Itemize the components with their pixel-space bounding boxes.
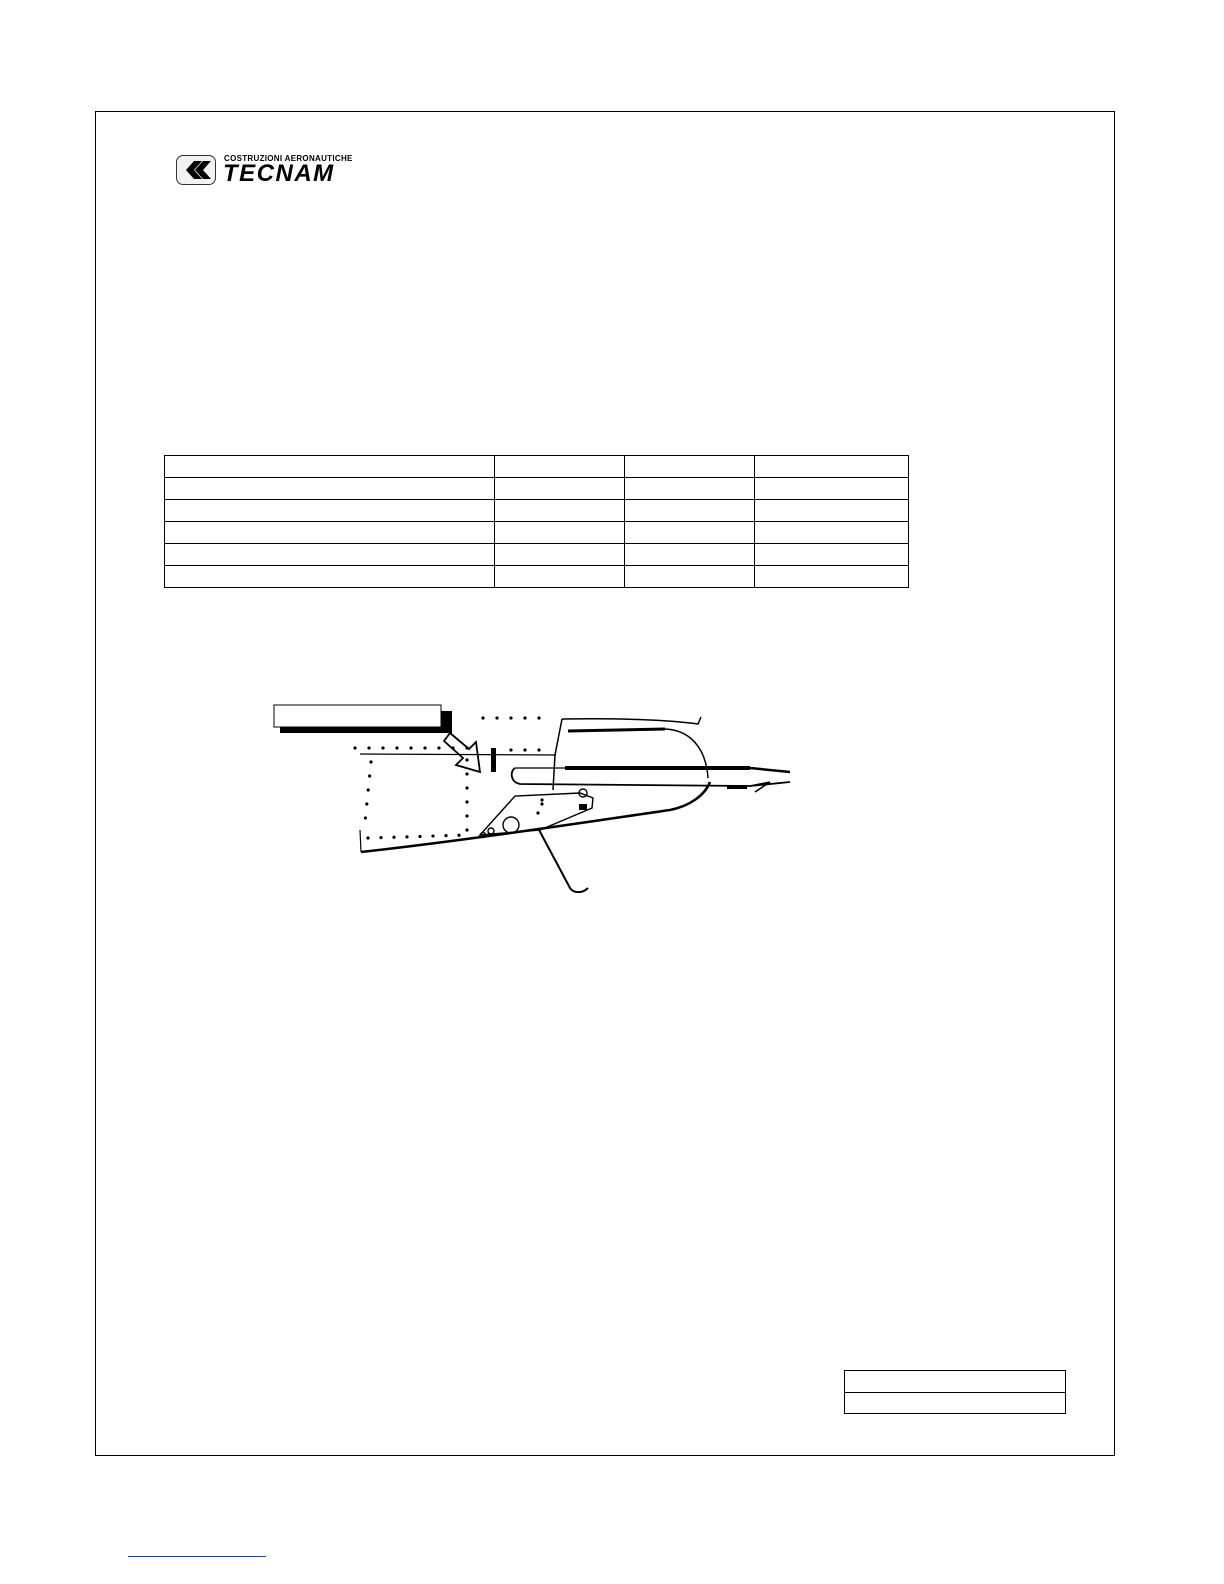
rivet	[495, 716, 498, 719]
table-cell	[165, 500, 495, 522]
rivet	[509, 748, 512, 751]
table-row	[165, 544, 909, 566]
tecnam-logo	[176, 152, 353, 188]
table-cell	[495, 522, 625, 544]
rivet	[431, 834, 434, 837]
rivet	[540, 802, 543, 805]
table-cell	[755, 456, 909, 478]
table-cell	[625, 522, 755, 544]
table-cell	[625, 544, 755, 566]
rivet	[365, 802, 368, 805]
rivet	[523, 748, 526, 751]
rivet	[465, 800, 468, 803]
logo-brand: TECNAM	[223, 160, 335, 187]
table-cell	[625, 456, 755, 478]
rivet	[465, 758, 468, 761]
rivet	[457, 834, 460, 837]
table-row	[165, 478, 909, 500]
rivet	[537, 748, 540, 751]
table-cell	[495, 500, 625, 522]
table-row	[165, 500, 909, 522]
table-row	[165, 566, 909, 588]
rivet	[444, 834, 447, 837]
rivet	[537, 716, 540, 719]
rivet	[367, 788, 370, 791]
rivet	[369, 760, 372, 763]
pointer-arrow-icon	[444, 733, 480, 772]
rivet	[465, 786, 468, 789]
table-cell	[755, 478, 909, 500]
table-cell	[755, 544, 909, 566]
rivet	[523, 716, 526, 719]
table-row	[165, 456, 909, 478]
rivet	[368, 774, 371, 777]
rivet	[465, 814, 468, 817]
table-cell	[755, 500, 909, 522]
rivet	[423, 746, 426, 749]
rivet	[395, 746, 398, 749]
table-row	[165, 522, 909, 544]
rivet	[366, 836, 369, 839]
rivet	[465, 828, 468, 831]
rivet	[509, 716, 512, 719]
rivet	[536, 811, 539, 814]
rivet	[379, 836, 382, 839]
table-cell	[495, 544, 625, 566]
tail-section-diagram	[270, 700, 810, 900]
chevron-logo-icon	[176, 155, 216, 185]
revision-row	[845, 1392, 1065, 1413]
rivet	[405, 835, 408, 838]
callout-box	[274, 705, 452, 733]
access-panel-marker	[491, 748, 496, 772]
logo-subtitle: COSTRUZIONI AERONAUTICHE	[224, 154, 353, 163]
table-cell	[625, 566, 755, 588]
rivet	[540, 798, 543, 801]
table-cell	[165, 456, 495, 478]
revision-row	[845, 1371, 1065, 1392]
rivet	[465, 772, 468, 775]
rivet	[367, 746, 370, 749]
rivet	[353, 746, 356, 749]
table-cell	[495, 566, 625, 588]
table-cell	[495, 456, 625, 478]
footer-link-underline[interactable]	[128, 1556, 266, 1557]
rivet	[364, 816, 367, 819]
rivet	[465, 746, 468, 749]
data-table	[164, 455, 909, 588]
table-cell	[625, 500, 755, 522]
table-cell	[165, 544, 495, 566]
table-cell	[495, 478, 625, 500]
rivet	[381, 746, 384, 749]
revision-box	[844, 1370, 1066, 1414]
table-cell	[755, 566, 909, 588]
table-cell	[755, 522, 909, 544]
tail-skid	[538, 828, 588, 892]
table-cell	[165, 522, 495, 544]
table-cell	[165, 566, 495, 588]
table-cell	[625, 478, 755, 500]
rivet	[451, 746, 454, 749]
rivet	[418, 835, 421, 838]
rivet	[409, 746, 412, 749]
rivet	[437, 746, 440, 749]
rivet	[392, 836, 395, 839]
rivet	[481, 716, 484, 719]
table-cell	[165, 478, 495, 500]
